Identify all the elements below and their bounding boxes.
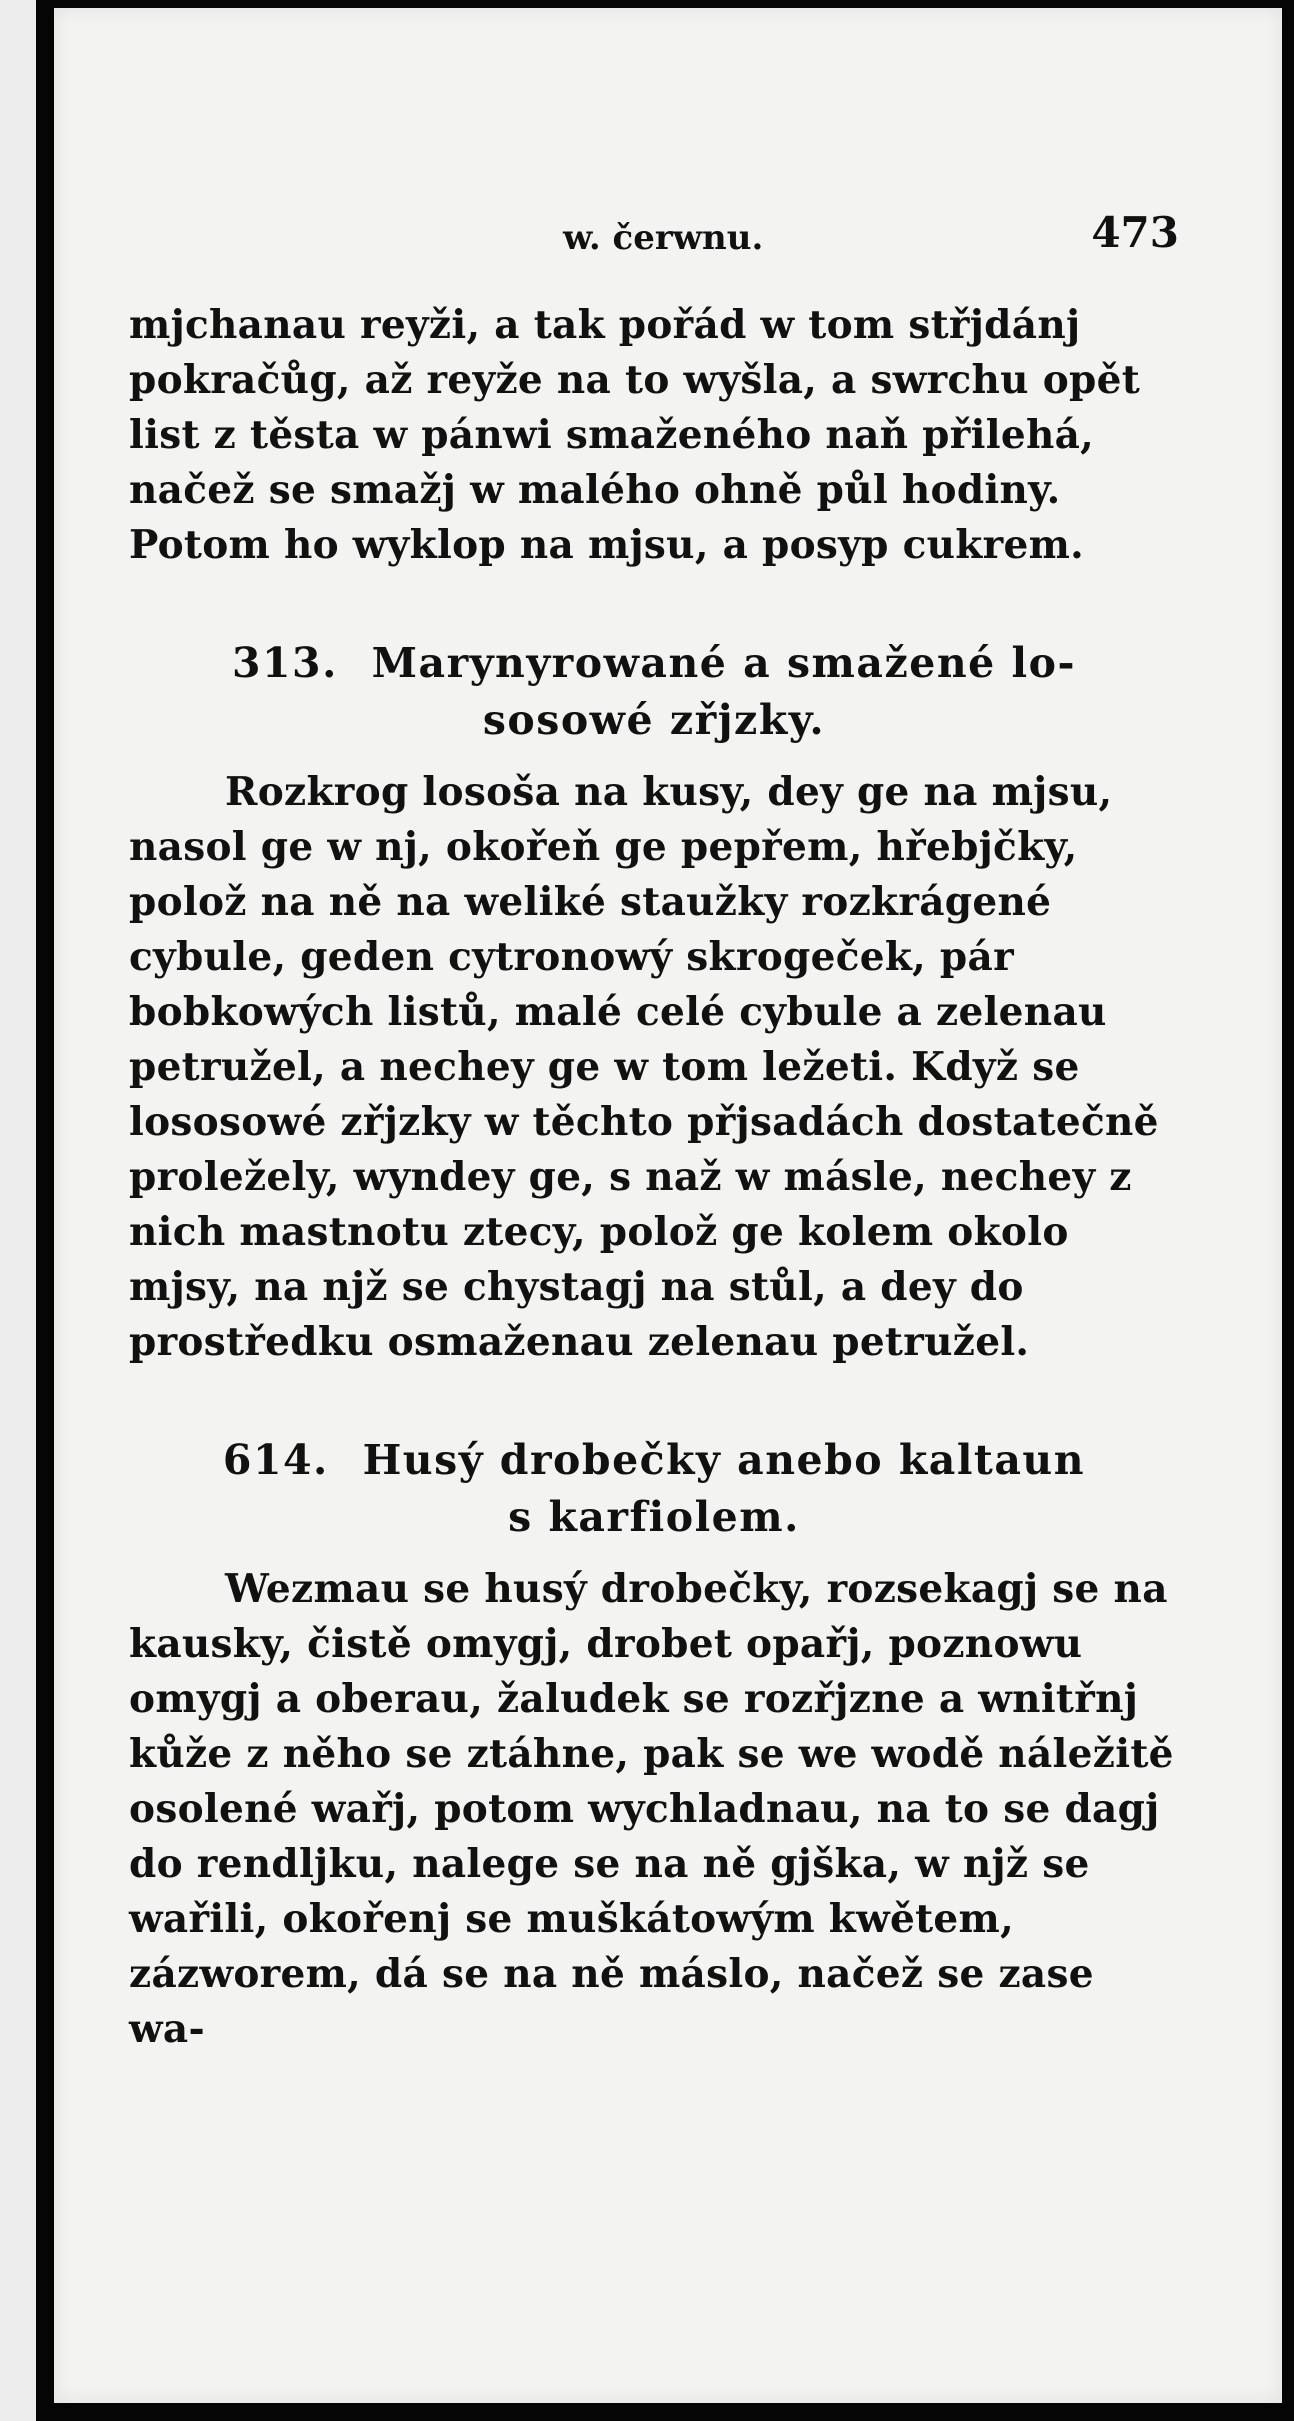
section-heading <box>129 1432 1179 1546</box>
section-heading-line-1 <box>129 635 1179 692</box>
recipe-section-614 <box>129 1432 1179 2057</box>
section-heading-line-1 <box>129 1432 1179 1489</box>
section-body: Wezmau se husý drobečky, rozsekagj se na kausky, čistě omygj, drobet opařj, poznowu omygj a oberau, žaludek se rozřjzne a wnitřnj kůže z něho se ztáhne, pak se we wodě náležitě osolené wařj, potom wychladnau, na to se dagj do rendljku, nalege se na ně gjška, w njž se wařili, okořenj se muškátowým kwětem, zázworem, dá se na ně máslo, načež se zase wa- <box>129 1566 1174 2052</box>
page-header <box>129 208 1179 262</box>
page-number: 473 <box>1091 208 1179 257</box>
book-page <box>54 8 1282 2403</box>
section-number: 614. <box>222 1436 329 1484</box>
section-title-line-1: Husý drobečky anebo kaltaun <box>362 1436 1086 1484</box>
left-page-edge <box>0 0 36 2421</box>
section-number: 313. <box>232 639 338 687</box>
section-body: Rozkrog losoša na kusy, dey ge na mjsu, nasol ge w nj, okořeň ge pepřem, hřebjčky, polož na ně na weliké staužky rozkrágené cybule, geden cytronowý skrogeček, pár bobkowých listů, malé celé cybule a zelenau petružel, a nechey ge w tom ležeti. Když se lososowé zřjzky w těchto přjsadách dostatečně proležely, wyndey ge, s naž w másle, nechey z nich mastnotu ztecy, polož ge kolem okolo mjsy, na njž se chystagj na stůl, a dey do prostředku osmaženau zelenau petružel. <box>129 769 1159 1365</box>
recipe-section-313 <box>129 635 1179 1370</box>
section-heading <box>129 635 1179 749</box>
running-head: w. čerwnu. <box>563 218 764 258</box>
section-title-line-2: sosowé zřjzky. <box>482 696 826 744</box>
page-content <box>129 208 1179 2057</box>
section-title-line-1: Marynyrowané a smažené lo- <box>371 639 1076 687</box>
opening-paragraph: mjchanau reyži, a tak pořád w tom střjdánj pokračůg, až reyže na to wyšla, a swrchu opět list z těsta w pánwi smaženého naň přilehá, načež se smažj w malého ohně půl hodiny. Potom ho wyklop na mjsu, a posyp cukrem. <box>129 302 1141 568</box>
section-title-line-2: s karfiolem. <box>508 1493 800 1541</box>
